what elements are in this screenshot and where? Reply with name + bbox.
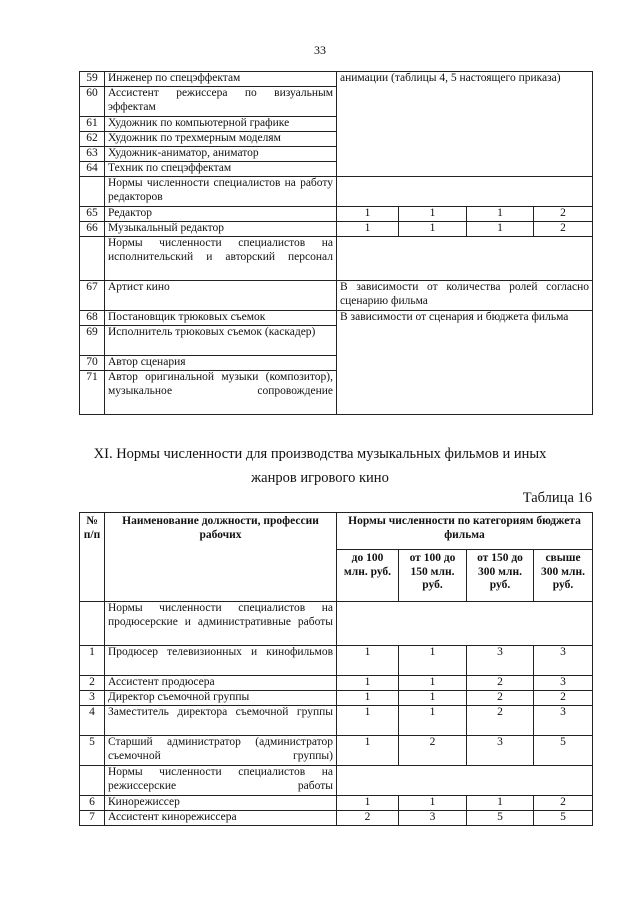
norm-value: 2 [467,676,534,691]
group-header-directors: Нормы численности специалистов на режиссерские работы [105,766,337,796]
group-header-row [80,602,593,646]
position-name: Артист кино [105,281,337,311]
norm-value: 1 [337,706,399,736]
norm-value: 1 [399,676,467,691]
row-number: 60 [80,87,105,117]
table-row [80,281,593,311]
row-number: 70 [80,356,105,371]
position-name: Постановщик трюковых съемок [105,311,337,326]
norm-value: 2 [534,796,593,811]
section-title-line-2: жанров игрового кино [251,470,389,486]
position-name: Инженер по спецэффектам [105,72,337,87]
norm-value: 3 [534,676,593,691]
category-over-300: свыше 300 млн. руб. [534,550,593,602]
row-number: 68 [80,311,105,326]
norm-value: 3 [467,646,534,676]
table-row [80,222,593,237]
group-header-row [80,766,593,796]
row-number: 6 [80,796,105,811]
category-150-300: от 150 до 300 млн. руб. [467,550,534,602]
norm-value: 2 [534,222,593,237]
header-norms: Нормы численности по категориям бюджета фильма [337,513,593,550]
norm-value: 2 [467,706,534,736]
norm-value: 2 [534,207,593,222]
norm-value: 1 [337,796,399,811]
norm-value: 1 [337,676,399,691]
row-number: 71 [80,371,105,415]
position-name: Продюсер телевизионных и кинофильмов [105,646,337,676]
norm-value: 1 [399,207,467,222]
norm-value: 3 [399,811,467,826]
norm-value: 1 [399,691,467,706]
position-name: Заместитель директора съемочной группы [105,706,337,736]
table-row [80,736,593,766]
position-name: Техник по спецэффектам [105,162,337,177]
position-name: Ассистент продюсера [105,676,337,691]
row-number: 67 [80,281,105,311]
row-number: 66 [80,222,105,237]
row-number: 2 [80,676,105,691]
norm-value: 3 [534,706,593,736]
row-number: 3 [80,691,105,706]
script-budget-dependency-note: В зависимости от сценария и бюджета фильма [337,311,593,415]
norm-value: 1 [337,207,399,222]
row-number: 63 [80,147,105,162]
table-row [80,207,593,222]
norm-value: 3 [467,736,534,766]
table-row [80,646,593,676]
norm-value: 5 [534,736,593,766]
norm-value: 1 [467,222,534,237]
category-up-to-100: до 100 млн. руб. [337,550,399,602]
header-number: № п/п [80,513,105,602]
norm-value: 2 [399,736,467,766]
norm-value: 1 [337,646,399,676]
position-name: Исполнитель трюковых съемок (каскадер) [105,326,337,356]
animation-reference-note: анимации (таблицы 4, 5 настоящего приказа) [337,72,593,177]
table-row [80,811,593,826]
row-number: 61 [80,117,105,132]
table-row [80,706,593,736]
position-name: Директор съемочной группы [105,691,337,706]
group-header-producers: Нормы численности специалистов на продюсерские и административные работы [105,602,337,646]
norm-value: 1 [467,796,534,811]
position-name: Автор оригинальной музыки (композитор), музыкальное сопровождение [105,371,337,415]
row-number: 59 [80,72,105,87]
norm-value: 2 [337,811,399,826]
table-row [80,796,593,811]
norm-value: 1 [337,691,399,706]
roles-dependency-note: В зависимости от количества ролей согласно сценарию фильма [337,281,593,311]
norm-value: 3 [534,646,593,676]
table-row [80,311,593,326]
norm-value: 1 [399,706,467,736]
row-number: 7 [80,811,105,826]
category-100-150: от 100 до 150 млн. руб. [399,550,467,602]
norm-value: 1 [399,646,467,676]
position-name: Ассистент режиссера по визуальным эффектам [105,87,337,117]
norm-value: 1 [399,222,467,237]
row-number: 65 [80,207,105,222]
table-caption: Таблица 16 [522,490,592,506]
group-header-row [80,237,593,281]
table-row [80,691,593,706]
position-name: Художник по трехмерным моделям [105,132,337,147]
norm-value: 1 [337,736,399,766]
position-name: Старший администратор (администратор съемочной группы) [105,736,337,766]
section-title-line-1: XI. Нормы численности для производства музыкальных фильмов и иных [93,446,547,462]
norm-value: 5 [534,811,593,826]
group-header-performers: Нормы численности специалистов на исполнительский и авторский персонал [105,237,337,281]
row-number: 5 [80,736,105,766]
row-number: 4 [80,706,105,736]
position-name: Автор сценария [105,356,337,371]
norm-value: 2 [534,691,593,706]
staff-norms-table-continued [79,71,593,415]
row-number: 69 [80,326,105,356]
group-header-row [80,177,593,207]
row-number: 64 [80,162,105,177]
header-position: Наименование должности, профессии рабочих [105,513,337,602]
position-name: Кинорежиссер [105,796,337,811]
position-name: Художник-аниматор, аниматор [105,147,337,162]
page-number: 33 [314,43,326,57]
header-row [80,513,593,550]
group-header-editors: Нормы численности специалистов на работу редакторов [105,177,337,207]
norm-value: 2 [467,691,534,706]
position-name: Редактор [105,207,337,222]
row-number: 62 [80,132,105,147]
position-name: Ассистент кинорежиссера [105,811,337,826]
position-name: Музыкальный редактор [105,222,337,237]
position-name: Художник по компьютерной графике [105,117,337,132]
norm-value: 1 [399,796,467,811]
table-row [80,72,593,87]
norm-value: 1 [337,222,399,237]
row-number: 1 [80,646,105,676]
norm-value: 5 [467,811,534,826]
table-row [80,676,593,691]
music-film-staff-norms-table [79,512,593,826]
norm-value: 1 [467,207,534,222]
